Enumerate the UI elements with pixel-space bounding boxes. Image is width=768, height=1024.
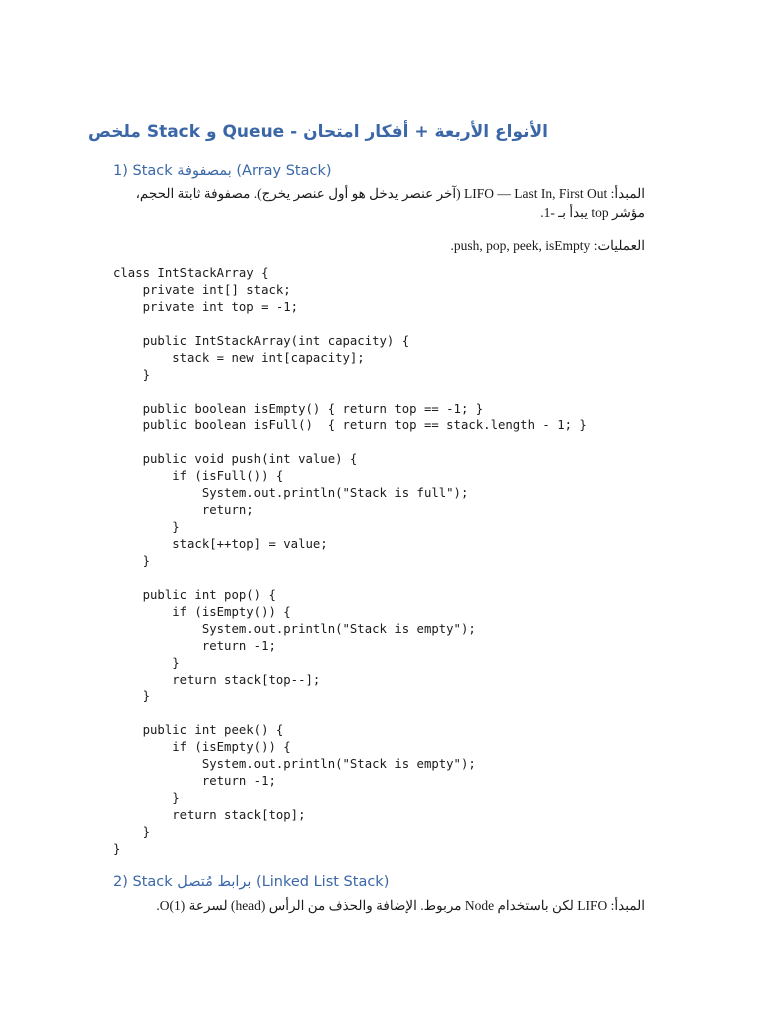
code-line: class IntStackArray { <box>113 266 269 280</box>
code-line: return stack[top--]; <box>113 672 321 687</box>
code-block-int-stack-array <box>113 265 587 858</box>
section1-heading: 1) Stack بمصفوفة (Array Stack) <box>113 163 332 179</box>
code-line: private int[] stack; <box>113 282 291 297</box>
section2-heading: 2) Stack برابط مُتصل (Linked List Stack) <box>113 874 390 890</box>
code-line: } <box>113 841 121 856</box>
code-line: public boolean isEmpty() { return top == -1; } <box>113 401 484 416</box>
document-title: الأنواع الأربعة + أفكار امتحان - Queue و Stack ملخص <box>88 122 548 142</box>
code-line <box>113 705 587 722</box>
code-line: if (isEmpty()) { <box>113 740 291 755</box>
code-line: return -1; <box>113 774 276 789</box>
code-line: if (isEmpty()) { <box>113 604 291 619</box>
code-line <box>113 570 587 587</box>
code-line: System.out.println("Stack is full"); <box>113 486 469 501</box>
code-line: public IntStackArray(int capacity) { <box>113 333 410 348</box>
code-line: } <box>113 367 151 382</box>
section1-principle-line1: المبدأ: LIFO — Last In, First Out (آخر عنصر يدخل هو أول عنصر يخرج). مصفوفة ثابتة الحجم، <box>135 186 645 201</box>
code-line: stack[++top] = value; <box>113 537 328 551</box>
code-line: public void push(int value) { <box>113 452 358 467</box>
section1-principle-line2: مؤشر top يبدأ بـ -1. <box>540 205 645 220</box>
code-line: return -1; <box>113 638 276 653</box>
code-line: public int peek() { <box>113 723 284 738</box>
code-line <box>113 384 587 401</box>
code-line: private int top = -1; <box>113 299 299 314</box>
code-line: } <box>113 824 151 839</box>
code-line: } <box>113 655 180 670</box>
code-line <box>113 434 587 451</box>
section2-principle-line: المبدأ: LIFO لكن باستخدام Node مربوط. الإضافة والحذف من الرأس (head) لسرعة O(1). <box>156 898 645 913</box>
code-line: } <box>113 520 180 535</box>
code-line: } <box>113 553 151 568</box>
code-line: return stack[top]; <box>113 808 306 822</box>
code-line: if (isFull()) { <box>113 469 284 484</box>
code-line: return; <box>113 503 254 518</box>
code-line: stack = new int[capacity]; <box>113 350 365 365</box>
code-line: public int pop() { <box>113 587 276 602</box>
section2-principle <box>113 896 645 915</box>
code-line: } <box>113 689 151 704</box>
code-line: } <box>113 791 180 806</box>
code-line: System.out.println("Stack is empty"); <box>113 757 476 772</box>
code-line: System.out.println("Stack is empty"); <box>113 621 476 636</box>
section1-operations <box>113 236 645 255</box>
section1-principle <box>113 184 645 222</box>
code-line: public boolean isFull() { return top == stack.length - 1; } <box>113 418 587 433</box>
section1-operations-line: العمليات: push, pop, peek, isEmpty. <box>450 238 645 253</box>
code-line <box>113 316 587 333</box>
